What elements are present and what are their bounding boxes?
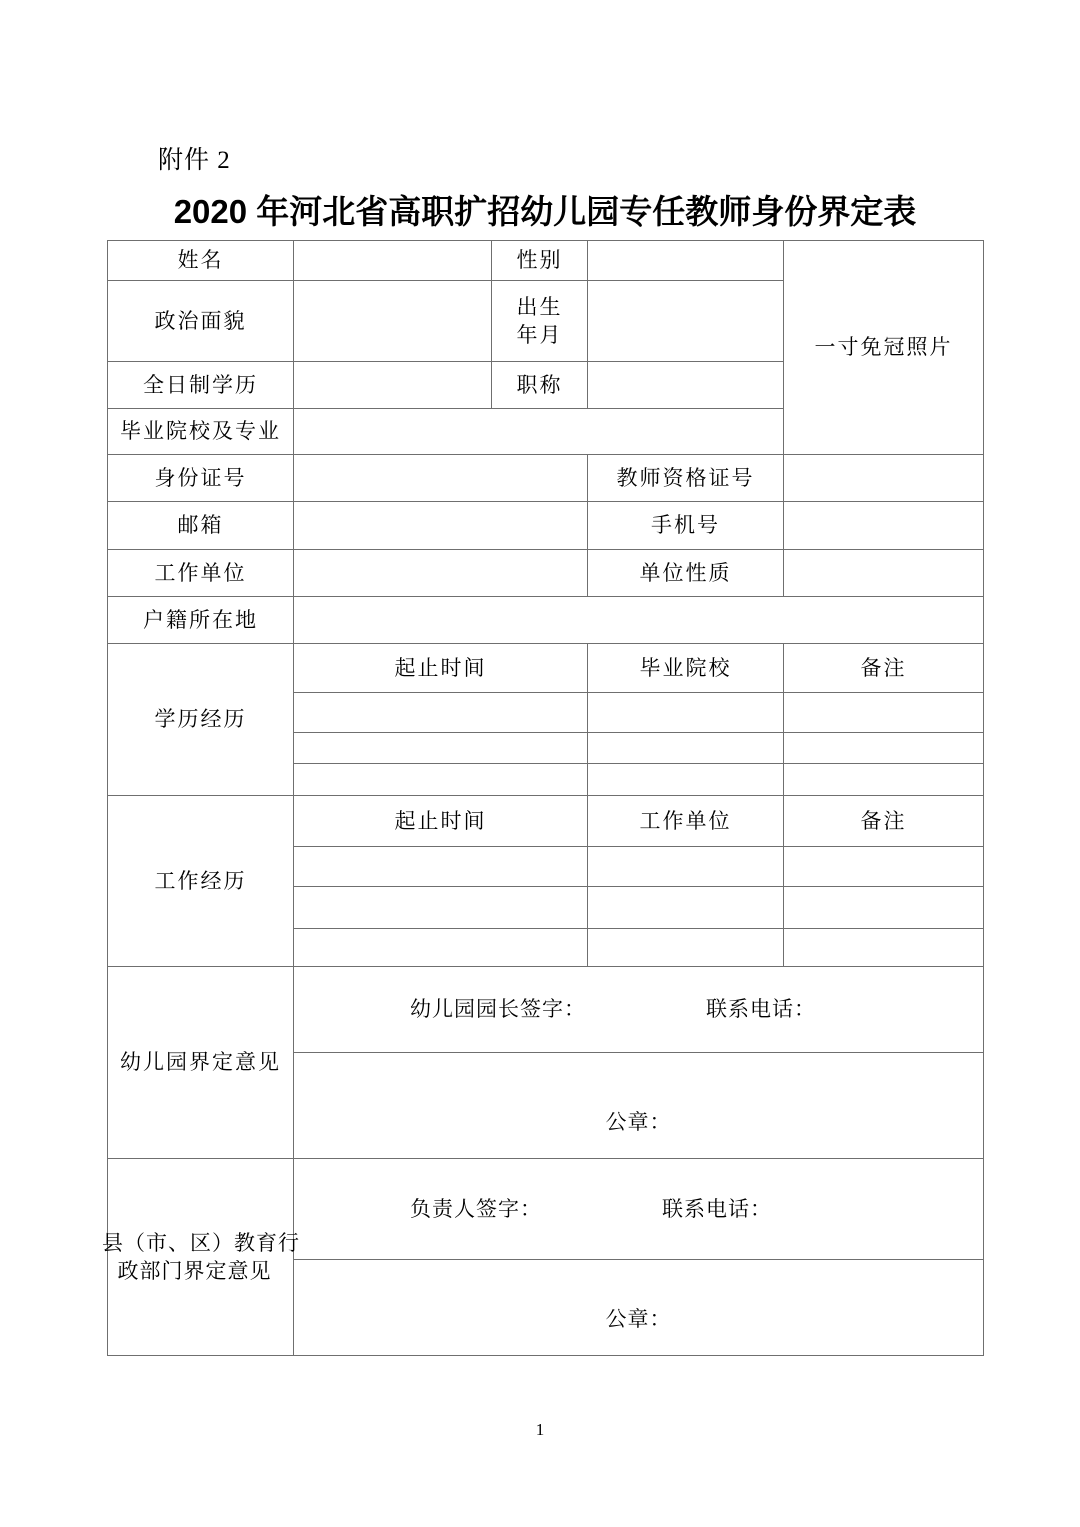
header-work-unit: 工作单位	[588, 796, 784, 847]
label-bureau-contact-phone: 联系电话：	[662, 1196, 772, 1221]
field-teacher-certificate[interactable]	[784, 455, 984, 502]
education-history-header-row	[108, 644, 984, 693]
label-education-bureau-line2: 政部门界定意见	[117, 1259, 272, 1283]
kindergarten-signature-area[interactable]	[294, 967, 984, 1053]
label-residence: 户籍所在地	[108, 597, 294, 644]
field-gender[interactable]	[588, 241, 784, 281]
field-work-period[interactable]	[294, 929, 588, 967]
label-kindergarten-principal-signature: 幼儿园园长签字：	[410, 997, 586, 1022]
label-birth-line2: 年月	[516, 323, 563, 347]
label-birth-line1: 出生	[516, 294, 563, 319]
table-row-work-unit	[108, 550, 984, 597]
label-work-unit: 工作单位	[108, 550, 294, 597]
header-work-remark: 备注	[784, 796, 984, 847]
kindergarten-seal-area[interactable]	[294, 1053, 984, 1159]
label-education-bureau-opinion	[102, 1159, 300, 1356]
field-email[interactable]	[294, 502, 588, 550]
field-work-remark[interactable]	[784, 847, 984, 887]
field-political-status[interactable]	[294, 281, 492, 362]
field-phone[interactable]	[784, 502, 984, 550]
field-professional-title[interactable]	[588, 362, 784, 409]
page-title: 2020 年河北省高职扩招幼儿园专任教师身份界定表	[173, 193, 917, 230]
table-row-residence	[108, 597, 984, 644]
field-education-period[interactable]	[294, 733, 588, 764]
field-id-number[interactable]	[294, 455, 588, 502]
table-row-id-cert	[108, 455, 984, 502]
field-education-school[interactable]	[588, 733, 784, 764]
field-unit-nature[interactable]	[784, 550, 984, 597]
label-kindergarten-contact-phone: 联系电话：	[706, 997, 816, 1022]
field-name[interactable]	[294, 241, 492, 281]
kindergarten-opinion-signature-row	[108, 967, 984, 1053]
label-bureau-seal: 公章：	[605, 1306, 672, 1331]
field-work-period[interactable]	[294, 887, 588, 929]
header-education-remark: 备注	[784, 644, 984, 693]
label-teacher-certificate: 教师资格证号	[588, 455, 784, 502]
header-work-period: 起止时间	[294, 796, 588, 847]
identity-definition-form	[102, 240, 984, 1356]
field-education-period[interactable]	[294, 693, 588, 733]
header-education-school: 毕业院校	[588, 644, 784, 693]
work-history-header-row	[108, 796, 984, 847]
table-row-name	[108, 241, 984, 281]
education-bureau-opinion-signature-row	[108, 1159, 984, 1260]
field-education-remark[interactable]	[784, 733, 984, 764]
label-political-status: 政治面貌	[108, 281, 294, 362]
field-residence[interactable]	[294, 597, 984, 644]
label-id-number: 身份证号	[108, 455, 294, 502]
label-email: 邮箱	[108, 502, 294, 550]
photo-placeholder: 一寸免冠照片	[784, 241, 984, 455]
label-fulltime-education: 全日制学历	[108, 362, 294, 409]
header-education-period: 起止时间	[294, 644, 588, 693]
label-phone: 手机号	[588, 502, 784, 550]
label-professional-title: 职称	[492, 362, 588, 409]
field-education-school[interactable]	[588, 764, 784, 796]
table-row-email-phone	[108, 502, 984, 550]
field-work-remark[interactable]	[784, 887, 984, 929]
field-work-unit[interactable]	[588, 847, 784, 887]
label-kindergarten-opinion: 幼儿园界定意见	[108, 967, 294, 1159]
field-birth-date[interactable]	[588, 281, 784, 362]
field-education-remark[interactable]	[784, 693, 984, 733]
label-name: 姓名	[108, 241, 294, 281]
field-education-remark[interactable]	[784, 764, 984, 796]
label-education-history: 学历经历	[108, 644, 294, 796]
label-bureau-responsible-signature: 负责人签字：	[410, 1196, 542, 1221]
education-bureau-signature-area[interactable]	[294, 1159, 984, 1260]
field-work-period[interactable]	[294, 847, 588, 887]
label-birth-date	[492, 281, 588, 362]
label-education-bureau-line1: 县（市、区）教育行	[102, 1230, 300, 1255]
field-fulltime-education[interactable]	[294, 362, 492, 409]
field-education-period[interactable]	[294, 764, 588, 796]
field-work-unit[interactable]	[588, 929, 784, 967]
label-school-major: 毕业院校及专业	[108, 409, 294, 455]
page-number: 1	[535, 1420, 545, 1439]
field-education-school[interactable]	[588, 693, 784, 733]
field-work-unit[interactable]	[294, 550, 588, 597]
field-work-remark[interactable]	[784, 929, 984, 967]
label-unit-nature: 单位性质	[588, 550, 784, 597]
label-gender: 性别	[492, 241, 588, 281]
label-work-history: 工作经历	[108, 796, 294, 967]
field-work-unit[interactable]	[588, 887, 784, 929]
education-bureau-seal-area[interactable]	[294, 1260, 984, 1356]
field-school-major[interactable]	[294, 409, 784, 455]
label-kindergarten-seal: 公章：	[605, 1109, 672, 1134]
attachment-label: 附件 2	[158, 147, 231, 174]
